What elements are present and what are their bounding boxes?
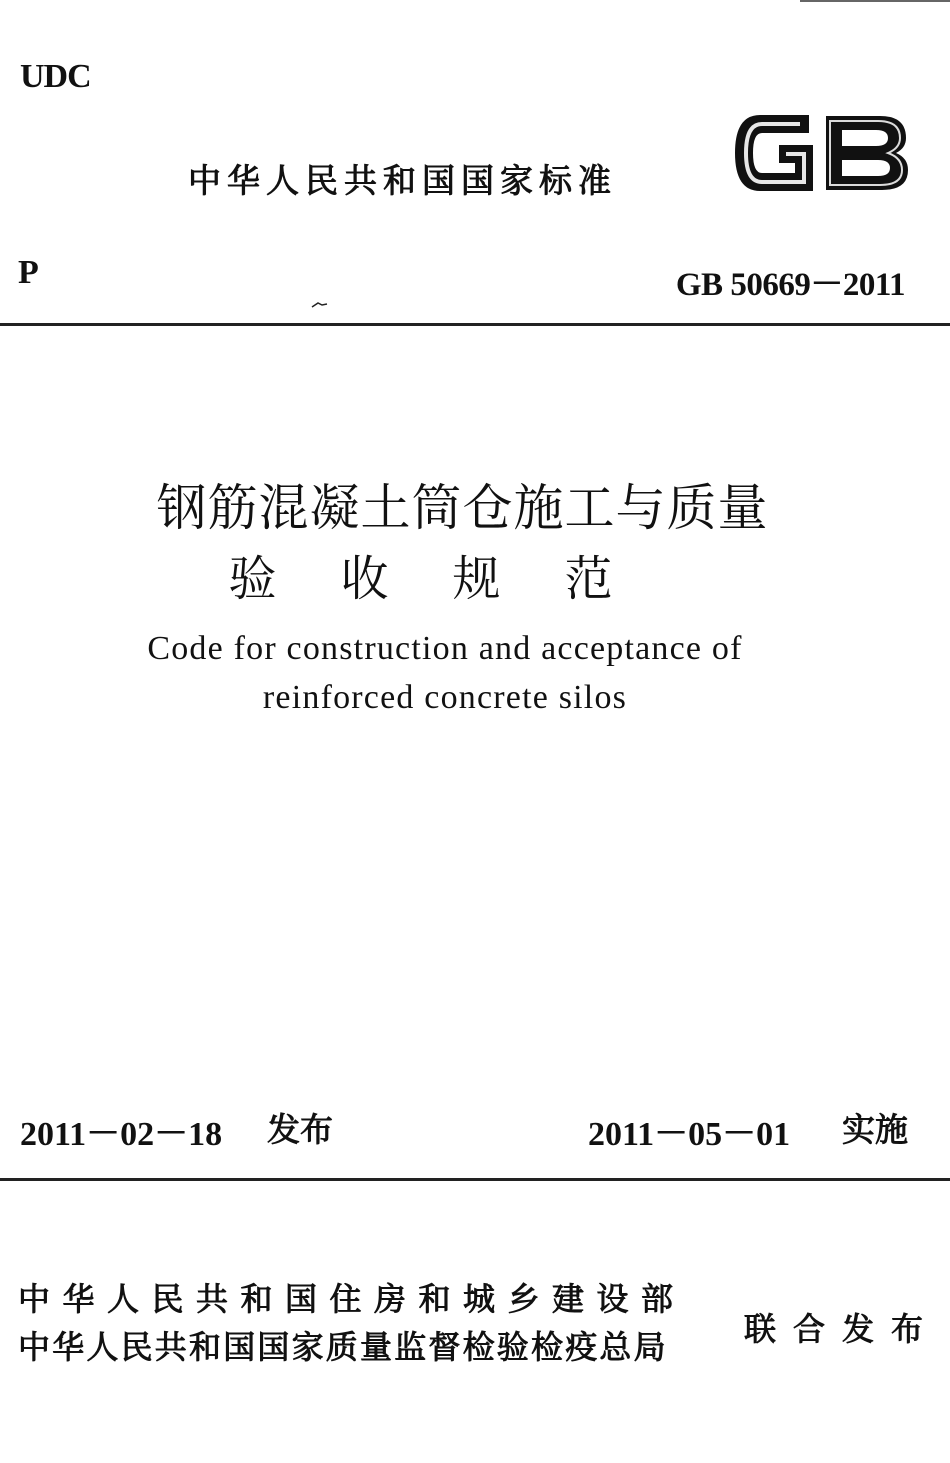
implementation-date: 2011－05－01: [588, 1116, 791, 1153]
udc-label: UDC: [20, 58, 91, 95]
issue-label: 发布: [267, 1110, 333, 1149]
gb-logo: [730, 108, 912, 198]
publisher-line1: 中华人民共和国住房和城乡建设部: [18, 1280, 686, 1318]
publisher-line2: 中华人民共和国国家质量监督检验检疫总局: [18, 1328, 668, 1366]
gb-logo-g-icon: [736, 116, 812, 190]
title-chinese-line2: 验收规范: [228, 551, 677, 607]
title-english-line1: Code for construction and acceptance of: [147, 630, 743, 667]
top-edge-line: [800, 0, 950, 2]
footer-divider: [0, 1178, 950, 1181]
issue-date: 2011－02－18: [20, 1116, 223, 1153]
implementation-label: 实施: [842, 1110, 908, 1149]
gb-logo-b-icon: [826, 116, 908, 190]
standard-number: GB 50669－2011: [675, 267, 905, 303]
header-divider: [0, 323, 950, 326]
standard-type: 中华人民共和国国家标准: [188, 161, 617, 200]
joint-publish-label: 联合发布: [744, 1310, 941, 1348]
title-chinese-line1: 钢筋混凝土筒仓施工与质量: [156, 479, 769, 537]
title-english-line2: reinforced concrete silos: [262, 679, 628, 716]
classification-code: P: [18, 254, 39, 291]
print-speck: [310, 301, 328, 309]
